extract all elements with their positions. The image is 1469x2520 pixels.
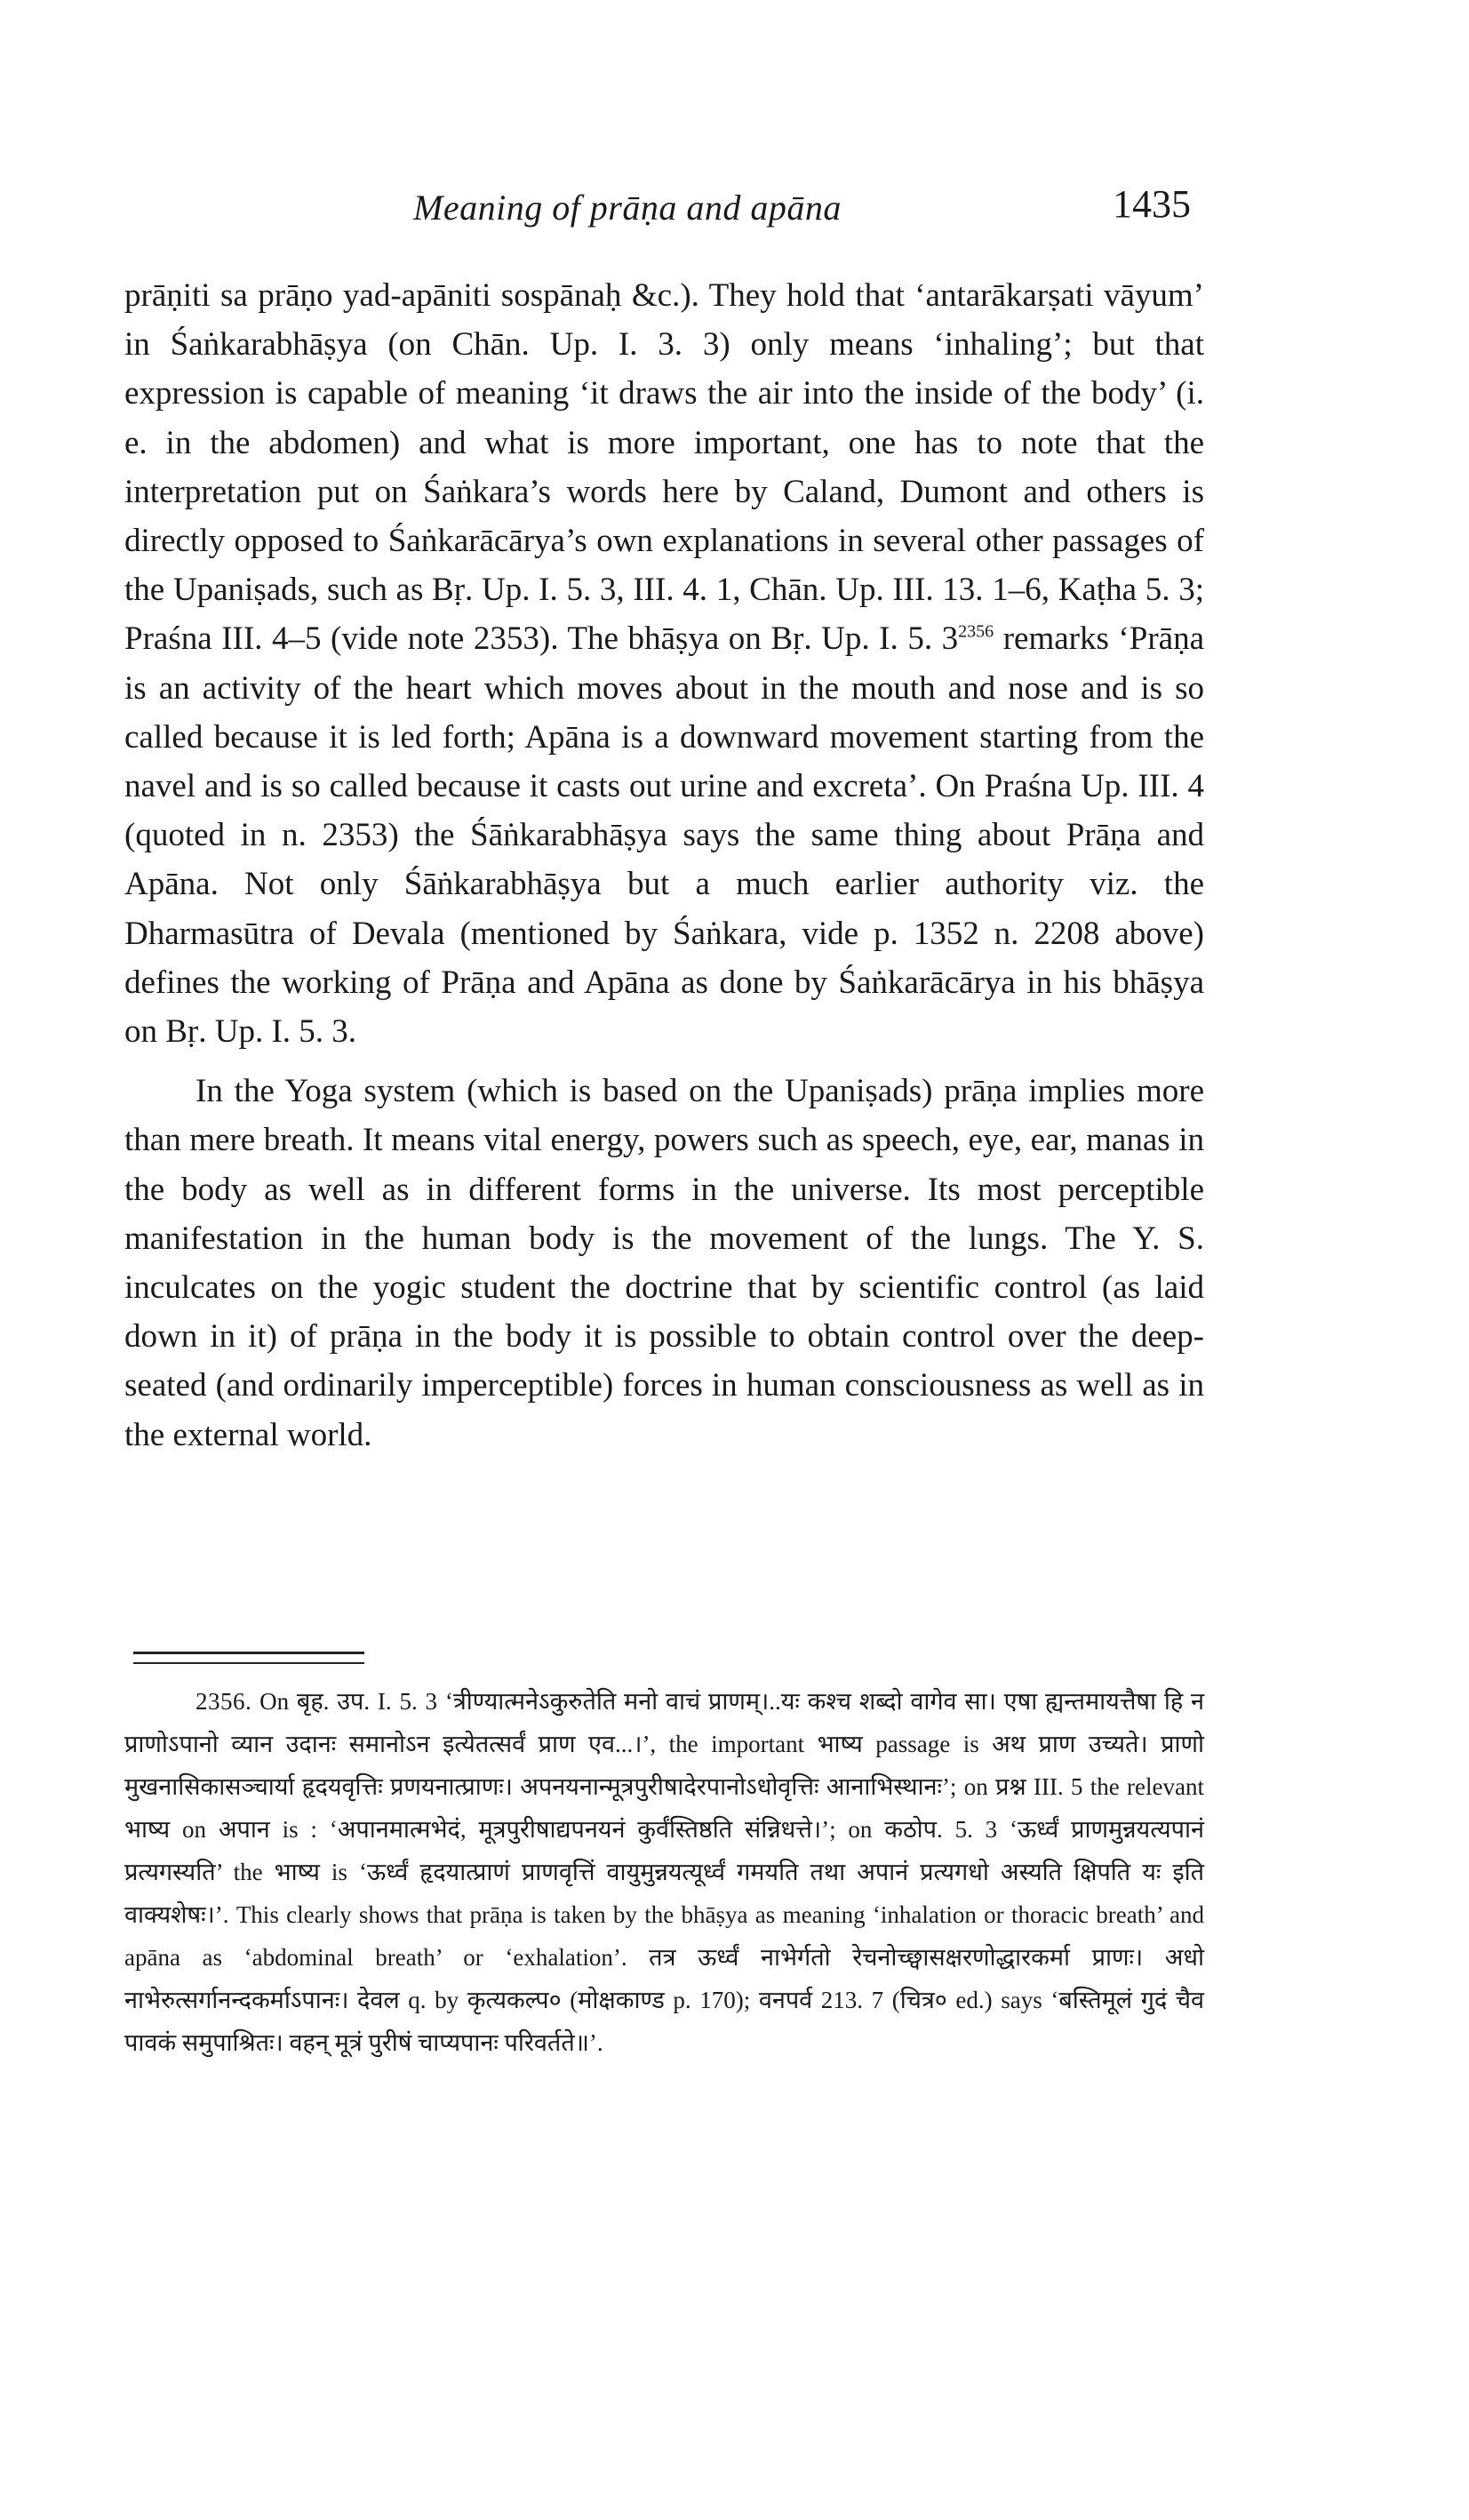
running-header	[124, 182, 1209, 240]
footnote-number: 2356.	[196, 1688, 252, 1715]
footnote-2356	[124, 1680, 1204, 2064]
footnote-paragraph	[124, 1680, 1204, 2064]
paragraph-1-continuation: remarks ‘Prāṇa is an activity of the heart which moves about in the mouth and nose and is so called because it is led forth; Apāna is a downward movement starting from the navel and is so called because it casts out urine and excreta’. On Praśna Up. III. 4 (quoted in n. 2353) the Śāṅkarabhāṣya says the same thing about Prāṇa and Apāna. Not only Śāṅkarabhāṣya but a much earlier authority viz. the Dharmasūtra of Devala (mentioned by Śaṅkara, vide p. 1352 n. 2208 above) defines the working of Prāṇa and Apāna as done by Śaṅkarācārya in his bhāṣya on Bṛ. Up. I. 5. 3.	[124, 620, 1205, 1051]
paragraph-1-text: prāṇiti sa prāṇo yad-apāniti sospānaḥ &c.). They hold that ‘antarākarṣati vāyum’ in Śaṅkarabhāṣya (on Chān. Up. I. 3. 3) only means ‘inhaling’; but that expression is capable of meaning ‘it draws the air into the inside of the body’ (i. e. in the abdomen) and what is more important, one has to note that the interpretation put on Śaṅkara’s words here by Caland, Dumont and others is directly opposed to Śaṅkarācārya’s own explanations in several other passages of the Upaniṣads, such as Bṛ. Up. I. 5. 3, III. 4. 1, Chān. Up. III. 13. 1–6, Kaṭha 5. 3; Praśna III. 4–5 (vide note 2353). The bhāṣya on Bṛ. Up. I. 5. 3	[124, 277, 1204, 658]
footnote-ref-2356: 2356	[958, 622, 994, 643]
page-number: 1435	[1113, 182, 1191, 226]
paragraph-1	[124, 271, 1204, 1056]
main-text	[124, 271, 1204, 1460]
footnote-separator	[133, 1652, 364, 1664]
footnote-text: On बृह. उप. I. 5. 3 ‘त्रीण्यात्मनेऽकुरुतेति मनो वाचं प्राणम्।..यः कश्च शब्दो वागेव सा। एषा ह्यन्तमायत्तैषा हि न प्राणोऽपानो व्यान उदानः समानोऽन इत्येतत्सर्वं प्राण एव...।’, the important भाष्य passage is अथ प्राण उच्यते। प्राणो मुखनासिकासञ्चार्या हृदयवृत्तिः प्रणयनात्प्राणः। अपनयनान्मूत्रपुरीषादेरपानोऽधोवृत्तिः आनाभिस्थानः’; on प्रश्न III. 5 the relevant भाष्य on अपान is : ‘अपानमात्मभेदं, मूत्रपुरीषाद्यपनयनं कुर्वंस्तिष्ठति संन्निधत्ते।’; on कठोप. 5. 3 ‘ऊर्ध्वं प्राणमुन्नयत्यपानं प्रत्यगस्यति’ the भाष्य is ‘ऊर्ध्वं हृदयात्प्राणं प्राणवृत्तिं वायुमुन्नयत्यूर्ध्वं गमयति तथा अपानं प्रत्यगधो अस्यति क्षिपति यः इति वाक्यशेषः।’. This clearly shows that prāṇa is taken by the bhāṣya as meaning ‘inhalation or thoracic breath’ and apāna as ‘abdominal breath’ or ‘exhalation’. तत्र ऊर्ध्वं नाभेर्गतो रेचनोच्छ्वासक्षरणोद्धारकर्मा प्राणः। अधो नाभेरुत्सर्गानन्दकर्माऽपानः। देवल q. by कृत्यकल्प० (मोक्षकाण्ड p. 170); वनपर्व 213. 7 (चित्र० ed.) says ‘बस्तिमूलं गुदं चैव पावकं समुपाश्रितः। वहन् मूत्रं पुरीषं चाप्यपानः परिवर्तते॥’.	[124, 1688, 1204, 2056]
paragraph-2: In the Yoga system (which is based on the Upaniṣads) prāṇa implies more than mere breath. It means vital energy, powers such as speech, eye, ear, manas in the body as well as in different forms in the universe. Its most perceptible manifestation in the human body is the movement of the lungs. The Y. S. inculcates on the yogic student the doctrine that by scientific control (as laid down in it) of prāṇa in the body it is possible to obtain control over the deep-seated (and ordinarily imperceptible) forces in human consciousness as well as in the external world.	[124, 1073, 1204, 1453]
header-title: Meaning of prāṇa and apāna	[413, 188, 842, 228]
